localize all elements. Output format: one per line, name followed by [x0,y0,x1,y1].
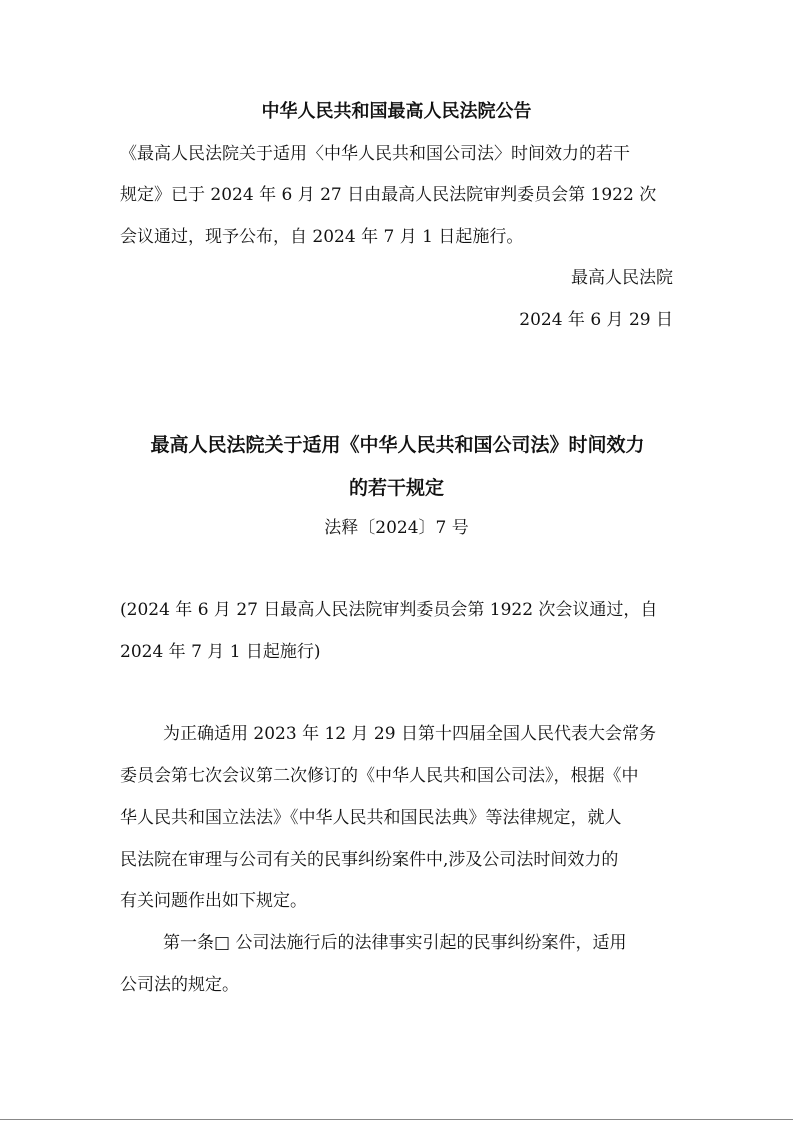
notice-text-line: 《最高人民法院关于适用〈中华人民共和国公司法〉时间效力的若干 [120,144,630,164]
adoption-note-line: 2024 年 7 月 1 日起施行) [120,642,321,662]
article-1-line: 公司法的规定。 [120,975,239,995]
notice-text-line: 规定》已于 2024 年 6 月 27 日由最高人民法院审判委员会第 1922 次 [120,185,657,205]
preamble-line: 为正确适用 2023 年 12 月 29 日第十四届全国人民代表大会常务 [163,724,656,744]
preamble-line: 委员会第七次会议第二次修订的《中华人民共和国公司法》，根据《中 [120,766,639,786]
document-number: 法释〔2024〕7 号 [324,518,469,538]
regulation-title-line: 的若干规定 [348,477,444,499]
preamble-line: 有关问题作出如下规定。 [120,891,307,911]
adoption-note-line: (2024 年 6 月 27 日最高人民法院审判委员会第 1922 次会议通过，自 [120,600,658,620]
notice-signature: 最高人民法院 [571,268,673,288]
notice-title: 中华人民共和国最高人民法院公告 [261,101,532,122]
article-1-line: 第一条□ 公司法施行后的法律事实引起的民事纠纷案件，适用 [163,933,627,953]
preamble-line: 民法院在审理与公司有关的民事纠纷案件中,涉及公司法时间效力的 [120,850,619,870]
regulation-title-line: 最高人民法院关于适用《中华人民共和国公司法》时间效力 [150,434,645,456]
notice-date: 2024 年 6 月 29 日 [519,310,673,330]
preamble-line: 华人民共和国立法法》《中华人民共和国民法典》等法律规定，就人 [120,808,622,828]
notice-text-line: 会议通过，现予公布，自 2024 年 7 月 1 日起施行。 [120,227,524,247]
page-bottom-edge [0,1119,793,1120]
